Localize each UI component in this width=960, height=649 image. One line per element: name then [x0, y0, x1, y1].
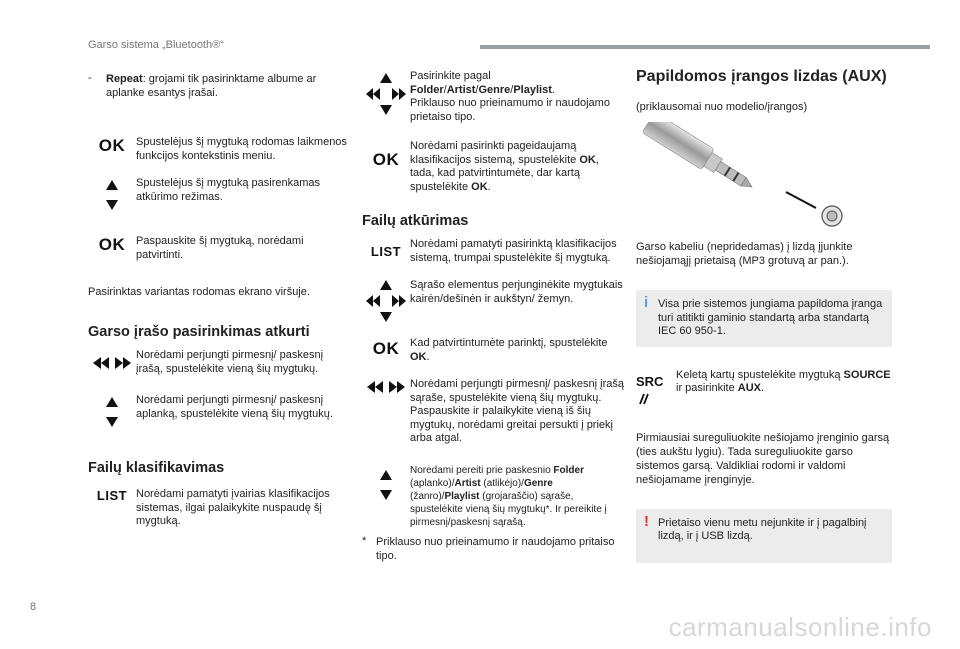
sort-artist: Artist — [446, 83, 476, 96]
column-right — [636, 60, 892, 563]
section-class-title: Failų klasifikavimas — [88, 460, 225, 476]
adjust-text: Pirmiausiai sureguliuokite nešiojamo įrenginio garsą (ties aukštu lygiu). Tada sureguliuokite garso sistemos garsą. Valdikliai rodomi ir valdomi nešiojamame įrenginyje. — [636, 431, 890, 486]
list-class-item — [88, 488, 350, 529]
sort-playlist: Playlist — [513, 83, 552, 96]
header-divider-bar — [480, 45, 930, 49]
aux-cable-text: Garso kabeliu (nepridedamas) į lizdą įjunkite nešiojamąjį prietaisą (MP3 grotuvą ar pan.). — [636, 241, 853, 267]
nav-item — [362, 279, 624, 323]
src-source: SOURCE — [843, 368, 891, 381]
sort-item — [362, 70, 624, 124]
nav-text: Sąrašo elementus perjunginėkite mygtukais kairėn/dešinėn ir aukštyn/ žemyn. — [410, 279, 623, 305]
list-show-text: Norėdami pamatyti pasirinktą klasifikacijos sistemą, trumpai spustelėkite šį mygtuką. — [410, 238, 617, 264]
footnote-mark: * — [362, 534, 367, 547]
folder-switch-artist-tr: (atlikėjo)/ — [483, 477, 524, 489]
page-number: 8 — [30, 601, 37, 613]
four-way-arrows-icon — [362, 279, 410, 323]
ok-confirm2-item — [362, 337, 624, 364]
track-hold-item — [362, 378, 624, 446]
src-end: . — [760, 382, 765, 394]
ok-confirm2-pre: Kad patvirtintumėte parinktį, spustelėkite — [410, 337, 608, 349]
list-show-item — [362, 238, 624, 265]
aux-jack-plug-icon — [636, 122, 892, 234]
folder-switch-folder-tr: (aplanko)/ — [410, 477, 455, 489]
four-way-arrows-icon — [362, 70, 410, 116]
src-mid: ir pasirinkite — [676, 382, 735, 394]
sort-dot: . — [551, 83, 555, 96]
sort-pre: Pasirinkite pagal — [410, 70, 491, 82]
folder-switch-playlist-tr: (grojaraščio) sąraše, spustelėkite vieną šių mygtukų*. Ir pereikite į pirmesnį/paskesnį sąrašą. — [410, 490, 607, 528]
folder-switch-folder: Folder — [553, 464, 584, 476]
ok-context-item — [88, 136, 350, 163]
watermark: carmanualsonline.info — [668, 612, 932, 642]
folder-switch-playlist: Playlist — [444, 490, 480, 502]
folder-switch-pre: Norėdami pereiti prie paskesnio — [410, 464, 551, 476]
ok-select-ok2: OK — [471, 180, 488, 193]
sort-sep: / — [475, 83, 479, 96]
ok-select-pre: Norėdami pasirinkti pageidaujamą klasifikacijos sistemą, spustelėkite — [410, 140, 577, 166]
sort-post: Priklauso nuo prieinamumo ir naudojamo prietaiso tipo. — [410, 97, 610, 123]
footnote-text: Priklauso nuo prieinamumo ir naudojamo pritaiso tipo. — [376, 535, 615, 562]
warning-note-box — [636, 509, 892, 563]
ok-confirm-item — [88, 235, 350, 262]
track-lr-text: Norėdami perjungti pirmesnį/ paskesnį įrašą, spustelėkite vieną šių mygtukų. — [136, 349, 324, 375]
updown-mode-text: Spustelėjus šį mygtuką pasirenkamas atkūrimo režimas. — [136, 177, 321, 203]
folder-switch-item — [362, 464, 624, 529]
folder-ud-item — [88, 394, 350, 430]
up-down-arrows-icon — [88, 177, 136, 213]
ok-select-item — [362, 140, 624, 194]
ok-button-icon: OK — [372, 339, 400, 358]
info-note-box — [636, 290, 892, 347]
track-lr-item — [88, 349, 350, 376]
src-item — [636, 369, 892, 409]
page-header-title: Garso sistema „Bluetooth®“ — [88, 39, 224, 51]
sort-genre: Genre — [478, 83, 511, 96]
folder-ud-text: Norėdami perjungti pirmesnį/ paskesnį aplanką, spustelėkite vieną šių mygtukų. — [136, 394, 333, 420]
selected-note: Pasirinktas variantas rodomas ekrano viršuje. — [88, 286, 310, 298]
folder-switch-genre: Genre — [523, 477, 553, 489]
warning-note-text: Prietaiso vienu metu nejunkite ir į pagalbinį lizdą, ir į USB lizdą. — [658, 516, 867, 542]
ok-confirm-text: Paspauskite šį mygtuką, norėdami patvirtinti. — [136, 235, 304, 261]
sort-sep: / — [510, 83, 514, 96]
sort-sep: / — [443, 83, 447, 96]
track-hold-text2: Paspauskite ir palaikykite vieną iš šių mygtukų, norėdami greitai persukti į priekį arba atgal. — [410, 405, 613, 444]
ok-confirm2-end: . — [426, 350, 430, 363]
info-note-text: Visa prie sistemos jungiama papildoma įranga turi atitikti gaminio standartą arba standartą IEC 60 950-1. — [658, 298, 883, 337]
column-left — [88, 60, 350, 529]
folder-switch-genre-tr: (žanro)/ — [410, 490, 445, 502]
updown-mode-item — [88, 177, 350, 213]
left-right-arrows-icon — [88, 349, 136, 370]
repeat-text: : grojami tik pasirinktame albume ar aplanke esantys įrašai. — [106, 73, 317, 99]
column-middle — [362, 60, 624, 563]
list-class-text: Norėdami pamatyti įvairias klasifikacijos sistemas, ilgai palaikykite nuspaudę šį mygtuką. — [136, 488, 330, 527]
aux-cable-illustration — [636, 122, 892, 234]
info-icon: i — [644, 294, 649, 311]
ok-select-mid: , tada, kad patvirtintumėte, dar kartą spustelėkite — [410, 153, 599, 193]
ok-select-ok1: OK — [579, 153, 596, 166]
up-down-arrows-icon — [88, 394, 136, 430]
footnote — [362, 535, 624, 563]
ok-button-icon: OK — [98, 136, 126, 155]
ok-confirm2-ok: OK — [410, 350, 427, 363]
src-aux: AUX — [737, 382, 761, 394]
repeat-item — [88, 72, 350, 100]
ok-context-text: Spustelėjus šį mygtuką rodomas laikmenos funkcijos kontekstinis meniu. — [136, 136, 347, 162]
left-right-arrows-icon — [362, 378, 410, 394]
ok-button-icon: OK — [372, 150, 400, 169]
section-play-title: Failų atkūrimas — [362, 213, 469, 229]
src-label: SRC — [636, 373, 664, 389]
repeat-term: Repeat — [106, 73, 143, 85]
warning-icon: ! — [644, 512, 649, 530]
ok-select-end: . — [487, 180, 491, 193]
repeat-dash: - — [88, 72, 92, 84]
sort-folder: Folder — [410, 83, 444, 96]
ok-button-icon: OK — [98, 235, 126, 254]
track-hold-text: Norėdami perjungti pirmesnį/ paskesnį įrašą sąraše, spustelėkite vieną šių mygtukų. — [410, 378, 624, 404]
list-button-icon: LIST — [96, 488, 128, 503]
src-button-icon — [636, 369, 676, 409]
src-pre: Keletą kartų spustelėkite mygtuką — [676, 368, 841, 381]
aux-subtitle: (priklausomai nuo modelio/įrangos) — [636, 101, 808, 113]
up-down-arrows-icon — [362, 464, 410, 503]
section-track-title: Garso įrašo pasirinkimas atkurti — [88, 324, 310, 340]
folder-switch-artist: Artist — [454, 477, 481, 489]
aux-title: Papildomos įrangos lizdas (AUX) — [636, 68, 887, 85]
list-button-icon: LIST — [370, 244, 402, 259]
